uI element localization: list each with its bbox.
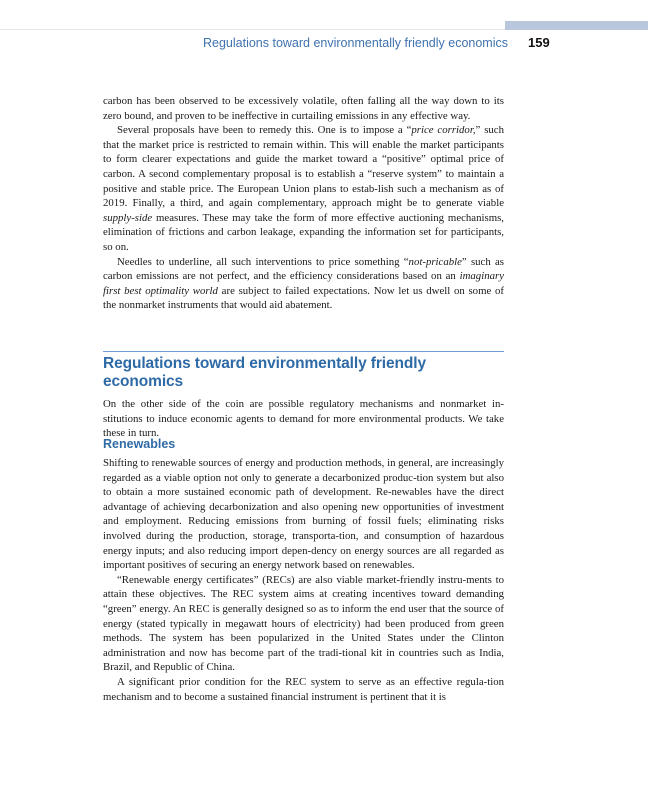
section-intro: On the other side of the coin are possible regulatory mechanisms and nonmarket in-stitutions to induce economic agents to demand for more environmental products. We take these in turn. bbox=[103, 398, 504, 440]
subsection-title: Renewables bbox=[103, 437, 176, 451]
section-rule bbox=[103, 351, 504, 352]
paragraph-renewables: Shifting to renewable sources of energy and production methods, in general, are increasingly regarded as a viable option not only to generate a decarbonized produc-tion system but also to obtain a more sustained economic path of development. Re-newables have the direct advantage of achieving decarbonization and also opening new opportunities of investment and employment. Reducing emissions from burning of fossil fuels; eliminating risks involved during the production, storage, transporta-tion, and consumption of hazardous energy inputs; and also reducing import depen-dency on energy sources are all regarded as important positives of securing an energy network based on renewables. bbox=[103, 457, 504, 572]
paragraph-proposals: Several proposals have been to remedy this. One is to impose a “price corridor,” such that the market price is restricted to remain within. This will enable the market participants to form clearer expectations and guide the market toward a “positive” optimal price of carbon. A second complementary proposal is to establish a “reserve system” to maintain a positive and stable price. The European Union plans to estab-lish such a mechanism as of 2019. Finally, a third, and again complementary, approach might be to generate viable supply-side measures. These may take the form of more effective auctioning mechanisms, elimination of frictions and carbon leakage, expanding the information set for participants, so on. bbox=[103, 124, 504, 253]
subsection-block bbox=[103, 437, 504, 704]
section-title: Regulations toward environmentally friendly economics bbox=[103, 355, 426, 390]
paragraph-needles: Needles to underline, all such interventions to price something “not-pricable” such as carbon emissions are not perfect, and the efficiency considerations based on an imaginary first best optimality world are subject to failed expectations. Now let us dwell on some of the nonmarket instruments that would aid abatement. bbox=[103, 255, 504, 312]
paragraph-recs: “Renewable energy certificates” (RECs) are also viable market-friendly instru-ments to attain these objectives. The REC system aims at creating incentives toward demanding “green” energy. An REC is generally designed so as to inform the end user that the source of energy (stated typically in megawatt hours of electricity) had been produced from green methods. The system has been popularized in the United States under the Clinton administration and now has become part of the tradi-tional kit in countries such as India, Brazil, and Republic of China. bbox=[103, 573, 504, 674]
running-head: Regulations toward environmentally friendly economics bbox=[202, 36, 508, 50]
page-number: 159 bbox=[528, 35, 550, 50]
body-top bbox=[103, 94, 504, 313]
paragraph-continued: carbon has been observed to be excessively volatile, often falling all the way down to its zero bound, and proven to be ineffective in curtailing emissions in any effective way. bbox=[103, 95, 504, 122]
paragraph-condition: A significant prior condition for the REC system to serve as an effective regula-tion mechanism and to become a sustained financial instrument is pertinent that it is bbox=[103, 675, 504, 703]
header-tab bbox=[505, 21, 648, 30]
section-block bbox=[103, 355, 504, 441]
